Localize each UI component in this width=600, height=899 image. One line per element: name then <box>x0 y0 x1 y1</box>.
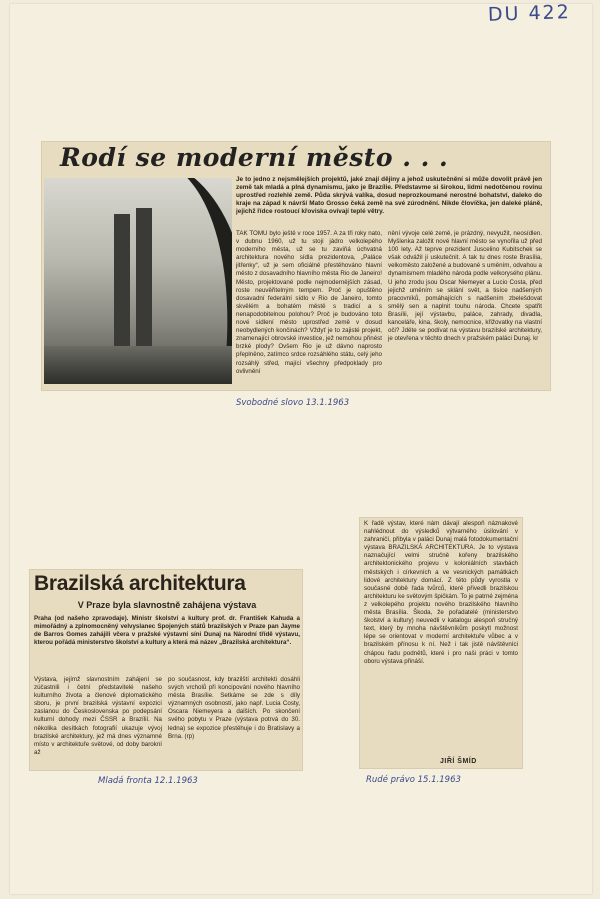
article2-headline: Brazilská architektura <box>34 572 246 595</box>
article2-lead: Praha (od našeho zpravodaje). Ministr školství a kultury prof. dr. František Kahuda a mimořádný a zplnomocněný velvyslanec Spojených států brazilských v Praze pan Jayme de Barros Gomes zahájili včera v pražské výstavní síni Dunaj na Národní třídě výstavu, kterou pořádá ministerstvo školství a kultury a která má název „Brazilská architektura“. <box>34 615 300 646</box>
article1-lead: Je to jedno z nejsmělejších projektů, jaké znají dějiny a jehož uskutečnění si může dovolit právě jen země tak mladá a plná dynamismu, jako je Brazílie. Představme si širokou, lidmi nedotčenou rovinu uprostřed rozlehlé země. Půda skrývá valíka, dosud neprozkoumané nerostné bohatství, daleko do kraje na západ k návrší Mato Grosso čeká země na své zúrodnění. Nikde človíčka, jen daleké pláně, jejichž řídce rostoucí křoviska ovívají teplé větry. <box>236 176 542 215</box>
article3-signature: JIŘÍ ŠMÍD <box>440 758 477 765</box>
source-note-svobodne-slovo: Svobodné slovo 13.1.1963 <box>236 398 350 408</box>
article1-headline: Rodí se moderní město . . . <box>60 143 449 172</box>
article2-column-1: Výstava, jejímž slavnostním zahájení se zúčastnili i četní představitelé našeho kulturního života a členové diplomatického sboru, je první brazilská výstavní expozicí zaslanou do Československa po podepsání kulturní dohody mezi ČSSR a Brazílií. Na několika desítkách fotografií ukazuje vývoj brazilské architektury, jež má dnes významné místo v architektuře světové, od doby barokní až <box>34 676 162 756</box>
article3-body: K řadě výstav, které nám dávají alespoň náznakové nahlédnout do výsledků výtvarného úsilování v zahraničí, přibyla v paláci Dunaj malá fotodokumentační výstava BRAZILSKÁ ARCHITEKTURA. Je to výstava naznačující velmi stručně kořeny brazilského architektonického projevu v koloniálních stavbách městských i církevních a ve vesnických památkách lidové architektury domácí. Z této půdy vyrostla v současné době řada tvůrců, které přivedli brazilskou architekturu ke světovým špičkám. To je patrné zejména z velkolepého projektu nového brazilského hlavního města Brasília. Škoda, že pořadatelé (ministerstvo školství a kultury) neuvedli v katalogu alespoň stručný text, který by mnoha návštěvníkům poskytl možnost lépe se orientovat v moderní architektuře vůbec a v brazilském přínosu k ní. Než i tak jistě návštěvníci chápou řadu podnětů, které i pro naši práci v tomto oboru výstava přináší. <box>364 520 518 665</box>
article2-subheadline: V Praze byla slavnostně zahájena výstava <box>77 600 257 610</box>
archive-number: DU 422 <box>487 1 572 26</box>
article1-column-2: nění vývoje celé země, je prázdný, nevyužit, neosídlen. Myšlenka založit nové hlavní město se vynořila už před 100 lety. Až teprve prezident Juscelino Kubitschek se však odvážil ji uskutečnit. A tak tu dnes roste Brasília, velkoměsto založené a budované s uměním, odvahou a dynamismem mladého národa podle velkorysého plánu. U jeho zrodu jsou Oscar Niemeyer a Lucio Costa, před jejichž uměním se sklání svět, a tisíce nadšených pracovníků, pomáhajících s nadšením zbelešdovat smělý sen a naplnit touhu národa. Chcete spatřit Brasílii, její výstavbu, paláce, zahrady, divadla, kanceláře, kina, školy, nemocnice, křižovatky na vlastní oči? Jděte se podívat na výstavu brazilské architektury, je otevřena v těchto dnech v pražském paláci Dunaj. kr <box>388 230 542 343</box>
photo-ground <box>44 346 232 384</box>
article2-column-2: po současnost, kdy brazilští architekti dosáhli svých vrcholů při koncipování nového hlavního města Brasílie. Setkáme se zde s díly významných osobností, jako např. Lucia Costy, Oscara Niemeyera a dalších. Po skončení svého pobytu v Praze (výstava potrvá do 30. ledna) se expozice přestěhuje i do Bratislavy a Brna. (rp) <box>168 676 300 740</box>
source-note-mlada-fronta: Mladá fronta 12.1.1963 <box>98 776 198 786</box>
brasilia-photo <box>44 178 232 384</box>
article1-column-1: TAK TOMU bylo ještě v roce 1957. A za tři roky nato, v dubnu 1960, už tu stojí jádro velkolepého moderního města, už se tu zaviňá úchvatná architektura nového sídla prezidentova, „Paláce jitřenky“, už je sem oficiálně přestěhováno hlavní město z dosavadního hlavního města Rio de Janeiro! Město, projektované podle nejmodernějších zásad, roste neuvěřitelným tempem. Proč je opuštěno dosavadní federální sídlo v Rio de Janeiro, tomto skvělém a bohatém městě s tradicí a s nenapodobitelnou polohou? Proč je budováno toto nové sídlení město uprostřed země v dosud neobydlených končinách? Vždyť je to zajisté projekt, znamenající obrovské investice, jež nemohou přinést brzké plody? Ovšem Rio je už dávno naprosto přeplněno, zatímco srdce rozsáhlého státu, celý jeho rozsáhlý střed, mající všechny předpoklady pro ovlivnění <box>236 230 382 375</box>
source-note-rude-pravo: Rudé právo 15.1.1963 <box>366 775 461 785</box>
